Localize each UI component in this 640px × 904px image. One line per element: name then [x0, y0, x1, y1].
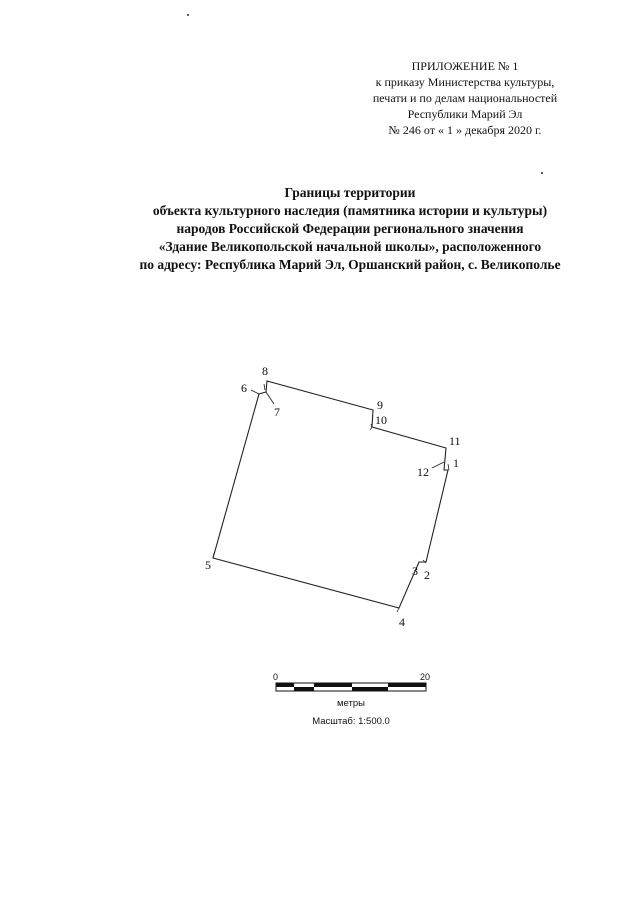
appendix-line: Республики Марий Эл	[407, 107, 523, 121]
appendix-line: ПРИЛОЖЕНИЕ № 1	[411, 59, 519, 73]
point-label-11: 11	[449, 434, 461, 448]
scale-bar-segment	[294, 687, 314, 691]
point-label-8: 8	[262, 364, 268, 378]
title-line: народов Российской Федерации регионального значения	[176, 221, 524, 236]
appendix-line: печати и по делам национальностей	[372, 91, 558, 105]
appendix-line: к приказу Министерства культуры,	[375, 75, 555, 89]
leader-line-12	[432, 462, 444, 468]
point-label-6: 6	[241, 381, 247, 395]
point-label-10: 10	[375, 413, 387, 427]
vertex-tick	[397, 608, 399, 612]
scale-units-label: метры	[337, 698, 365, 709]
title-line: по адресу: Республика Марий Эл, Оршанский район, с. Великополье	[139, 257, 561, 272]
vertex-tick	[370, 424, 372, 430]
point-label-12: 12	[417, 465, 429, 479]
point-label-2: 2	[424, 568, 430, 582]
point-label-5: 5	[205, 558, 211, 572]
scale-end-label: 20	[420, 672, 431, 682]
title-line: «Здание Великопольской начальной школы», расположенного	[158, 239, 542, 254]
leader-line-7	[266, 392, 274, 404]
appendix-line: № 246 от « 1 » декабря 2020 г.	[388, 123, 542, 137]
point-label-3: 3	[412, 564, 418, 578]
point-label-4: 4	[399, 615, 405, 629]
leader-line-6	[251, 390, 259, 394]
title-line: объекта культурного наследия (памятника истории и культуры)	[152, 203, 548, 218]
vertex-tick	[213, 553, 214, 558]
scale-bar	[273, 672, 430, 691]
scale-bar-segment	[314, 683, 352, 687]
title-line: Границы территории	[284, 185, 416, 200]
scale-start-label: 0	[273, 672, 279, 682]
point-label-9: 9	[377, 398, 383, 412]
scale-bar-segment	[352, 687, 388, 691]
scale-bar-segment	[276, 683, 294, 687]
point-label-7: 7	[274, 405, 280, 419]
scale-ratio-label: Масштаб: 1:500.0	[312, 716, 390, 727]
vertex-tick	[448, 464, 449, 470]
vertex-tick	[264, 384, 265, 390]
point-label-1: 1	[453, 456, 459, 470]
scale-bar-segment	[388, 683, 426, 687]
